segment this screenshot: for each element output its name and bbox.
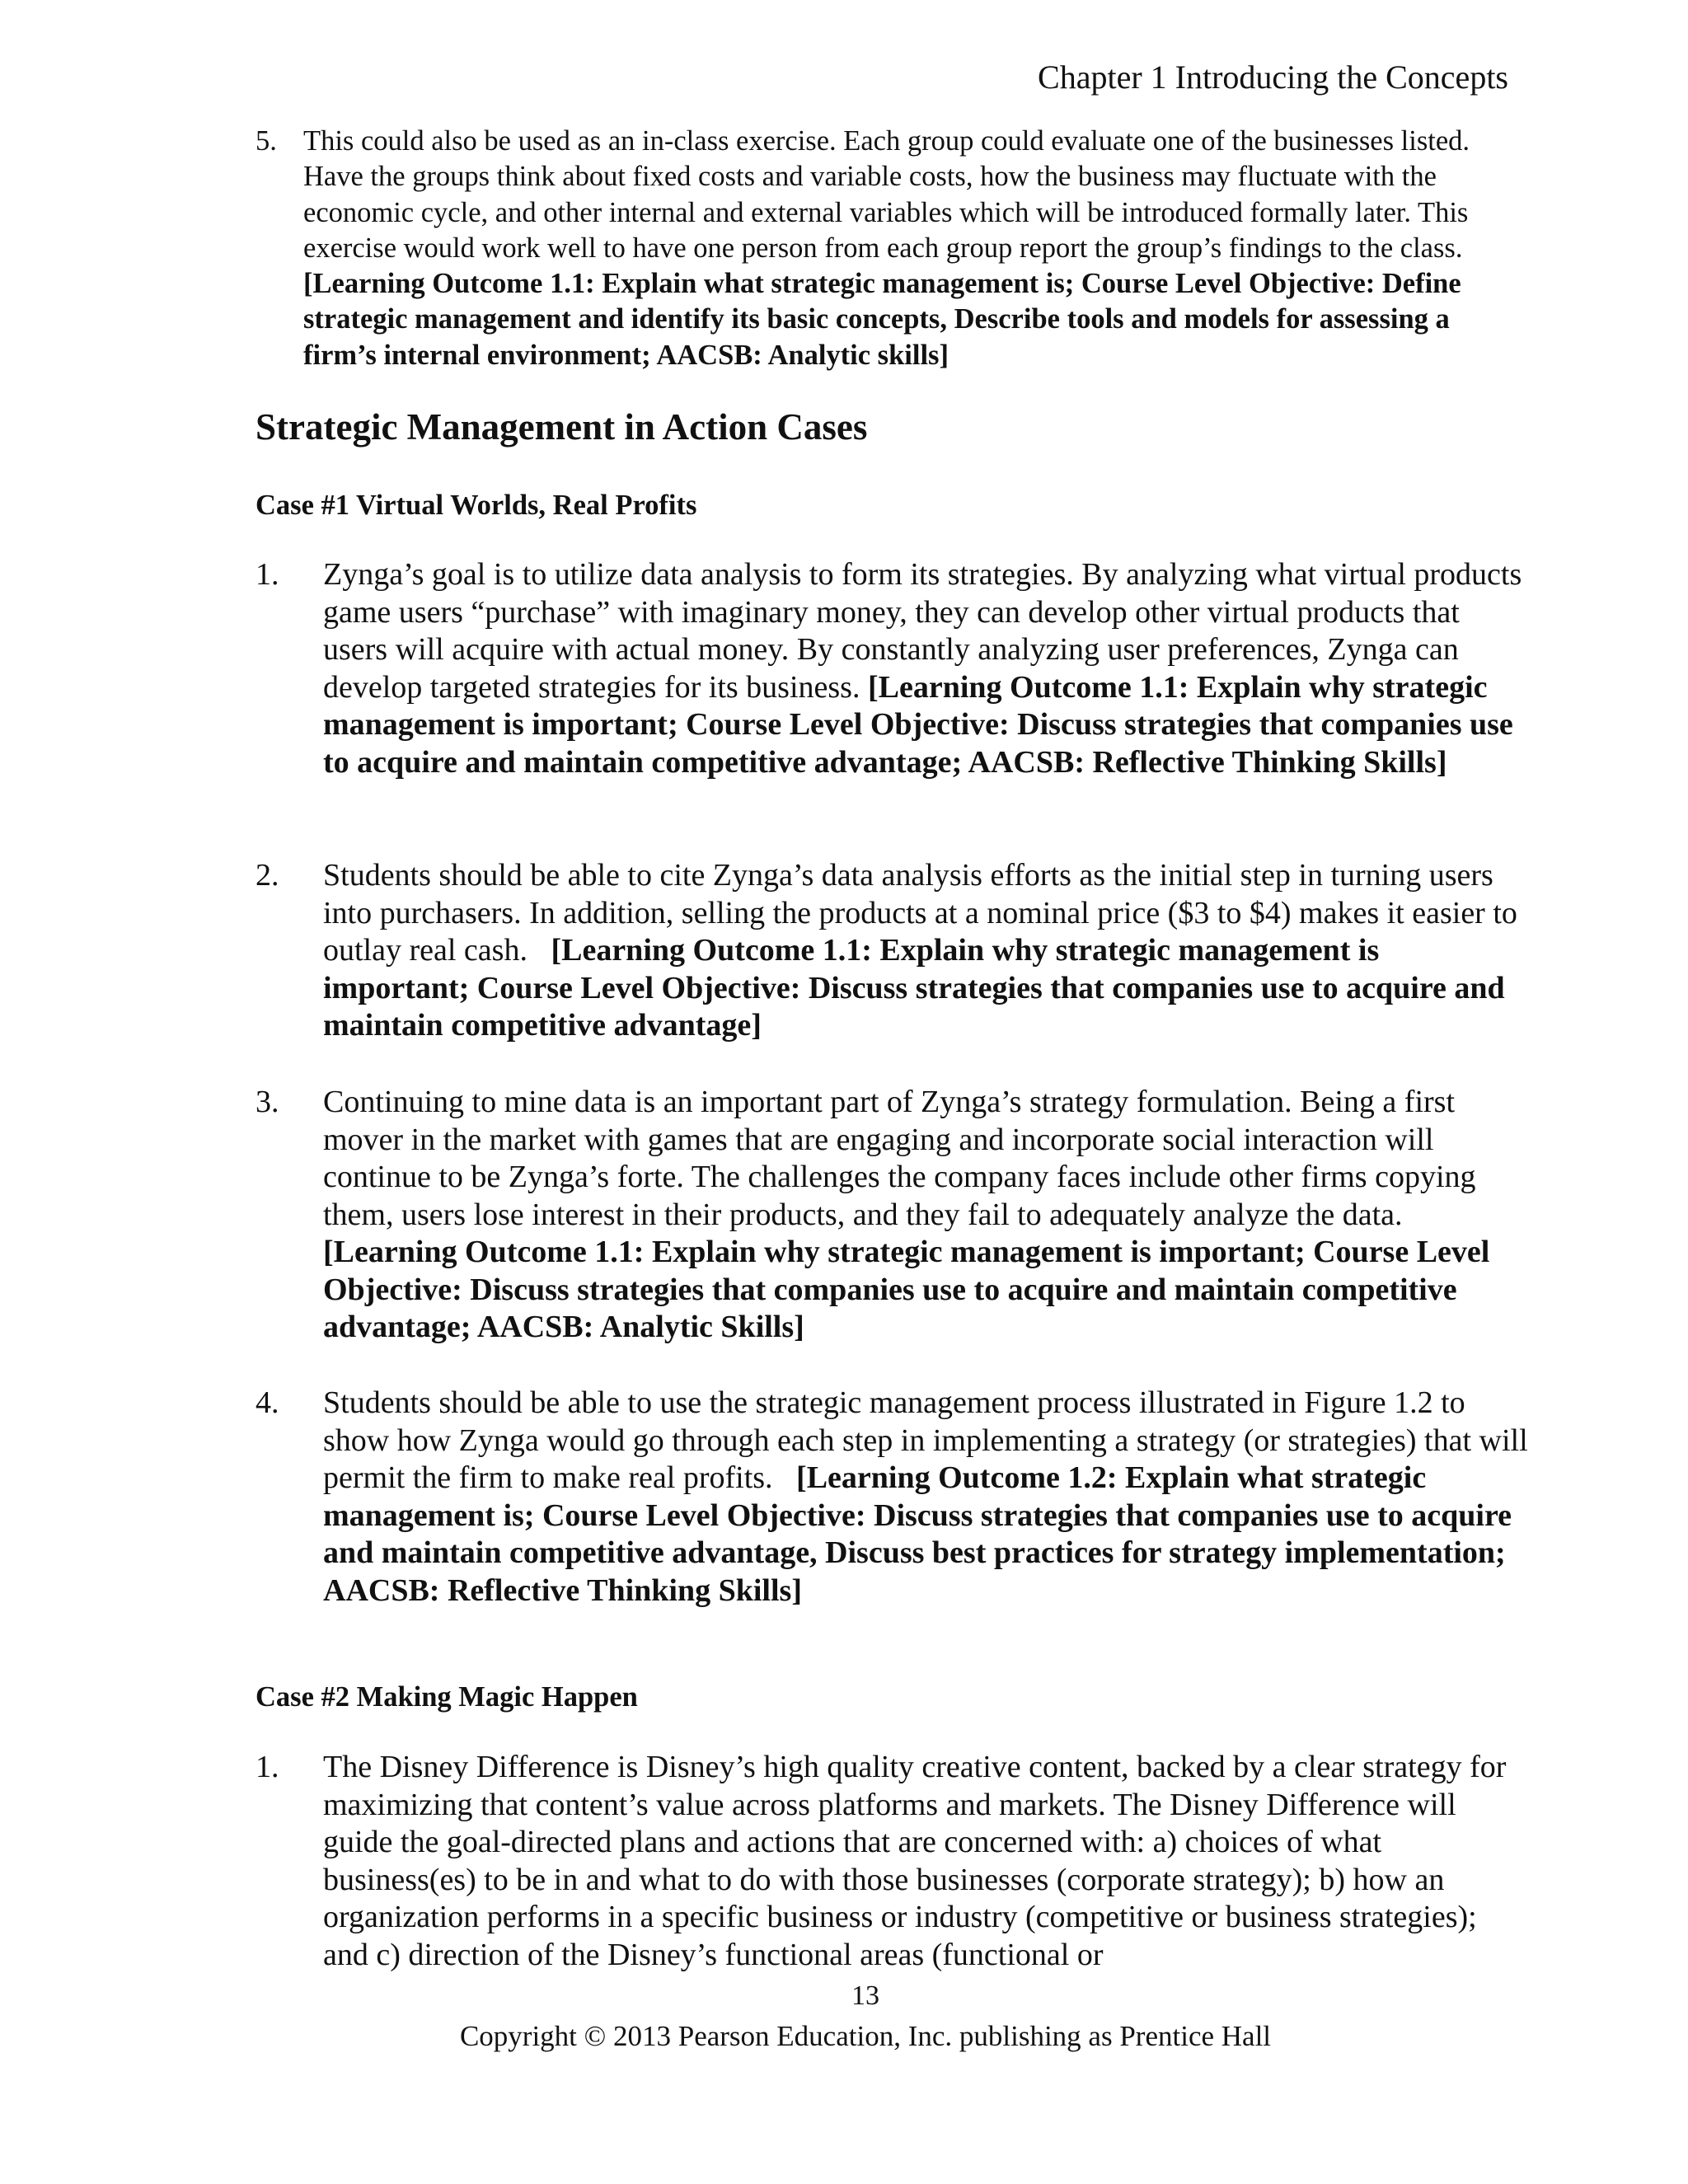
list-item-number: 5. bbox=[256, 125, 277, 157]
list-item-body bbox=[323, 556, 1528, 781]
list-item-text: Zynga’s goal is to utilize data analysis to form its strategies. By analyzing what virtual products game users “purchase” with imaginary money, they can develop other virtual products that users will acquire with actual money. By constantly analyzing user preferences, Zynga can develop targeted strategies for its business. bbox=[323, 557, 1522, 705]
list-item-body bbox=[323, 857, 1528, 1045]
learning-outcome-tag: [Learning Outcome 1.1: Explain why strategic management is important; Course Level Objective: Discuss strategies that companies use to acquire and maintain competitive advantage] bbox=[323, 933, 1505, 1043]
list-item-body bbox=[323, 1385, 1528, 1610]
list-item-body bbox=[303, 124, 1515, 373]
list-item-text: Students should be able to use the strategic management process illustrated in Figure 1.2 to show how Zynga would go through each step in implementing a strategy (or strategies) that will permit the firm to make real profits. bbox=[323, 1385, 1528, 1495]
learning-outcome-tag: [Learning Outcome 1.2: Explain what strategic management is; Course Level Objective: Discuss strategies that companies use to acquire and maintain competitive advantage, Discuss best practices for strategy implementation; AACSB: Reflective Thinking Skills] bbox=[323, 1460, 1512, 1608]
list-item-text: Continuing to mine data is an important part of Zynga’s strategy formulation. Being a first mover in the market with games that are engaging and incorporate social interaction will continue to be Zynga’s forte. The challenges the company faces include other firms copying them, users lose interest in their products, and they fail to adequately analyze the data. bbox=[323, 1085, 1476, 1232]
case-heading: Case #2 Making Magic Happen bbox=[256, 1681, 638, 1713]
running-header: Chapter 1 Introducing the Concepts bbox=[1038, 59, 1508, 96]
list-item-body bbox=[323, 1749, 1528, 1974]
learning-outcome-tag: [Learning Outcome 1.1: Explain why strategic management is important; Course Level Objective: Discuss strategies that companies use to acquire and maintain competitive advantage; AACSB: Analytic Skills] bbox=[323, 1235, 1490, 1344]
list-item-number: 1. bbox=[256, 557, 279, 592]
page-number: 13 bbox=[851, 1980, 879, 2011]
list-item-number: 2. bbox=[256, 858, 279, 893]
list-item-text: Students should be able to cite Zynga’s data analysis efforts as the initial step in turning users into purchasers. In addition, selling the products at a nominal price ($3 to $4) makes it easier to outlay real cash. bbox=[323, 858, 1517, 968]
list-item-body bbox=[323, 1084, 1528, 1347]
list-item-number: 1. bbox=[256, 1750, 279, 1784]
list-item-text: This could also be used as an in-class exercise. Each group could evaluate one of the businesses listed. Have the groups think about fixed costs and variable costs, how the business may fluctuate with the economic cycle, and other internal and external variables which will be introduced formally later. This exercise would work well to have one person from each group report the group’s findings to the class. bbox=[303, 125, 1470, 264]
list-item-number: 4. bbox=[256, 1385, 279, 1420]
learning-outcome-tag: [Learning Outcome 1.1: Explain what strategic management is; Course Level Objective: Define strategic management and identify its basic concepts, Describe tools and models for assessing a firm’s internal environment; AACSB: Analytic skills] bbox=[303, 268, 1461, 371]
learning-outcome-tag: [Learning Outcome 1.1: Explain why strategic management is important; Course Level Objective: Discuss strategies that companies use to acquire and maintain competitive advantage; AACSB: Reflective Thinking Skills] bbox=[323, 669, 1513, 780]
list-item-number: 3. bbox=[256, 1085, 279, 1119]
case-heading: Case #1 Virtual Worlds, Real Profits bbox=[256, 490, 697, 521]
list-item-text: The Disney Difference is Disney’s high quality creative content, backed by a clear strategy for maximizing that content’s value across platforms and markets. The Disney Difference will guide the goal-directed plans and actions that are concerned with: a) choices of what business(es) to be in and what to do with those businesses (corporate strategy); b) how an organization performs in a specific business or industry (competitive or business strategies); and c) direction of the Disney’s functional areas (functional or bbox=[323, 1750, 1507, 1972]
section-heading: Strategic Management in Action Cases bbox=[256, 406, 868, 448]
copyright-notice: Copyright © 2013 Pearson Education, Inc. publishing as Prentice Hall bbox=[459, 2020, 1272, 2052]
